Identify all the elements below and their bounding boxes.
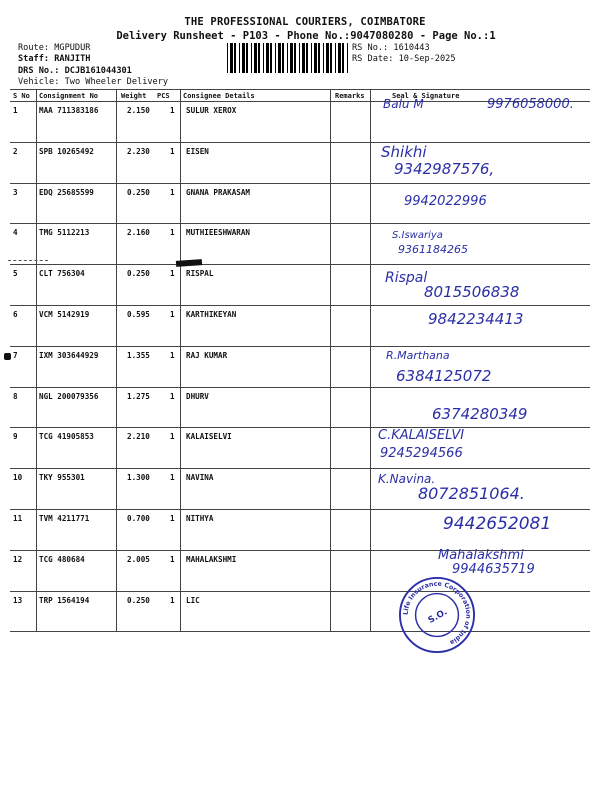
row-sno: 1 — [13, 106, 18, 115]
row-sno: 10 — [13, 473, 23, 483]
row-weight: 0.250 — [127, 187, 150, 197]
handwritten-phone: 6374280349 — [432, 405, 528, 423]
row-weight: 2.005 — [127, 554, 150, 564]
barcode — [227, 43, 349, 73]
row-sno: 6 — [13, 310, 18, 319]
lic-seal-stamp — [398, 576, 476, 654]
handwritten-signature: K.Navina. — [378, 472, 436, 486]
row-consignee: KALAISELVI — [186, 432, 232, 442]
row-pcs: 1 — [170, 228, 175, 238]
row-consignment-no: EDQ 25685599 — [39, 187, 94, 197]
row-sno: 13 — [13, 595, 23, 605]
barcode-bar — [254, 43, 257, 73]
handwritten-phone: 8072851064. — [418, 484, 525, 503]
row-weight: 0.595 — [127, 310, 150, 319]
row-weight: 2.230 — [127, 146, 150, 156]
drs-value: DCJB161044301 — [64, 66, 132, 76]
row-sno: 12 — [13, 554, 23, 564]
row-consignment-no: TMG 5112213 — [39, 228, 90, 238]
handwritten-signature: Rispal — [385, 270, 428, 286]
vehicle-value: Two Wheeler Delivery — [64, 77, 169, 87]
barcode-bar — [338, 43, 341, 73]
row-consignment-no: NGL 200079356 — [39, 391, 99, 401]
row-pcs: 1 — [170, 106, 175, 115]
handwritten-signature: Shikhi — [381, 143, 427, 161]
vehicle-label: Vehicle: — [18, 77, 60, 87]
barcode-bar — [251, 43, 252, 73]
row-consignee: LIC — [186, 595, 200, 605]
row-consignment-no: TKY 955301 — [39, 473, 85, 483]
row-weight: 0.250 — [127, 595, 150, 605]
barcode-bar — [258, 43, 260, 73]
stamp-text: Life Insurance Corporation of India — [402, 580, 472, 646]
barcode-bar — [230, 43, 233, 73]
col-weight: Weight — [121, 92, 147, 100]
row-divider — [10, 223, 590, 224]
rs-date-label: RS Date: — [352, 54, 394, 64]
barcode-bar — [270, 43, 272, 73]
barcode-bar — [266, 43, 269, 73]
row-consignment-no: IXM 303644929 — [39, 350, 99, 360]
scan-mark — [4, 353, 11, 360]
barcode-bar — [242, 43, 245, 73]
row-pcs: 1 — [170, 554, 175, 564]
barcode-bar — [326, 43, 329, 73]
col-remarks: Remarks — [335, 92, 365, 100]
barcode-bar — [306, 43, 308, 73]
handwritten-phone: 9944635719 — [452, 562, 535, 577]
row-sno: 4 — [13, 228, 18, 238]
barcode-bar — [314, 43, 317, 73]
drs-line — [18, 66, 132, 76]
row-divider — [10, 305, 590, 306]
row-pcs: 1 — [170, 432, 175, 442]
row-divider — [10, 264, 590, 265]
row-sno: 3 — [13, 187, 18, 197]
row-consignment-no: VCM 5142919 — [39, 310, 90, 319]
row-pcs: 1 — [170, 391, 175, 401]
row-consignment-no: TRP 1564194 — [39, 595, 90, 605]
row-divider — [10, 387, 590, 388]
barcode-bar — [323, 43, 324, 73]
row-consignee: DHURV — [186, 391, 209, 401]
row-consignee: NAVINA — [186, 473, 214, 483]
row-consignee: RAJ KUMAR — [186, 350, 228, 360]
barcode-bar — [342, 43, 344, 73]
row-consignee: RISPAL — [186, 269, 214, 279]
row-divider — [10, 427, 590, 428]
row-weight: 1.300 — [127, 473, 150, 483]
rs-date-value: 10-Sep-2025 — [398, 54, 456, 64]
vehicle-line — [18, 77, 168, 87]
staff-label: Staff: — [18, 54, 50, 64]
barcode-bar — [347, 43, 348, 73]
row-consignee: GNANA PRAKASAM — [186, 187, 251, 197]
row-sno: 11 — [13, 514, 23, 523]
row-pcs: 1 — [170, 514, 175, 523]
row-sno: 7 — [13, 350, 18, 360]
col-consignee: Consignee Details — [183, 92, 255, 100]
row-weight: 0.700 — [127, 514, 150, 523]
row-divider — [10, 142, 590, 143]
staff-line — [18, 54, 90, 64]
barcode-bar — [263, 43, 264, 73]
barcode-bar — [287, 43, 288, 73]
row-pcs: 1 — [170, 269, 175, 279]
row-sno: 9 — [13, 432, 18, 442]
row-divider — [10, 509, 590, 510]
col-consignment: Consignment No — [39, 92, 99, 100]
row-weight: 2.160 — [127, 228, 150, 238]
barcode-bar — [330, 43, 332, 73]
handwritten-phone: 9976058000. — [487, 97, 574, 112]
row-consignment-no: TCG 41905853 — [39, 432, 94, 442]
handwritten-signature: C.KALAISELVI — [378, 428, 465, 443]
row-pcs: 1 — [170, 350, 175, 360]
runsheet-subtitle: Delivery Runsheet - P103 - Phone No.:9047080280 - Page No.:1 — [116, 30, 496, 42]
handwritten-signature: S.Iswariya — [392, 230, 443, 241]
handwritten-signature: Balu M — [383, 97, 424, 111]
row-consignee: MUTHIEESHWARAN — [186, 228, 251, 238]
row-pcs: 1 — [170, 187, 175, 197]
barcode-bar — [275, 43, 276, 73]
barcode-bar — [227, 43, 228, 73]
barcode-bar — [335, 43, 336, 73]
row-pcs: 1 — [170, 310, 175, 319]
rs-no-line — [352, 43, 430, 53]
row-weight: 2.210 — [127, 432, 150, 442]
row-consignment-no: MAA 711383186 — [39, 106, 99, 115]
handwritten-phone: 9442652081 — [443, 514, 552, 534]
handwritten-phone: 8015506838 — [424, 283, 520, 301]
barcode-bar — [282, 43, 284, 73]
barcode-bar — [246, 43, 248, 73]
barcode-bar — [278, 43, 281, 73]
row-consignee: MAHALAKSHMI — [186, 554, 237, 564]
row-consignee: EISEN — [186, 146, 209, 156]
barcode-bar — [234, 43, 236, 73]
rs-date-line — [352, 54, 456, 64]
scan-mark — [8, 260, 48, 261]
col-pcs: PCS — [157, 92, 170, 100]
handwritten-signature: R.Marthana — [386, 349, 450, 362]
handwritten-phone: 6384125072 — [396, 367, 492, 385]
row-sno: 2 — [13, 146, 18, 156]
col-sno: S No — [13, 92, 30, 100]
row-consignment-no: CLT 756304 — [39, 269, 85, 279]
row-sno: 5 — [13, 269, 18, 279]
row-weight: 1.275 — [127, 391, 150, 401]
row-divider — [10, 631, 590, 632]
rs-no-label: RS No.: — [352, 43, 389, 53]
barcode-bar — [318, 43, 320, 73]
row-weight: 1.355 — [127, 350, 150, 360]
barcode-bar — [311, 43, 312, 73]
barcode-bar — [290, 43, 293, 73]
barcode-bar — [302, 43, 305, 73]
row-pcs: 1 — [170, 146, 175, 156]
handwritten-phone: 9361184265 — [398, 243, 468, 256]
staff-value: RANJITH — [54, 54, 91, 64]
rs-no-value: 1610443 — [393, 43, 430, 53]
row-pcs: 1 — [170, 595, 175, 605]
row-consignee: KARTHIKEYAN — [186, 310, 237, 319]
row-weight: 2.150 — [127, 106, 150, 115]
handwritten-phone: 9842234413 — [428, 310, 524, 328]
row-divider — [10, 183, 590, 184]
handwritten-phone: 9942022996 — [404, 194, 487, 209]
handwritten-signature: Mahalakshmi — [438, 548, 524, 563]
route-value: MGPUDUR — [54, 43, 91, 53]
row-divider — [10, 591, 590, 592]
barcode-bar — [239, 43, 240, 73]
row-consignment-no: TVM 4211771 — [39, 514, 90, 523]
col-seal: Seal & Signature — [392, 92, 460, 100]
handwritten-phone: 9342987576, — [394, 160, 495, 178]
row-divider — [10, 468, 590, 469]
route-label: Route: — [18, 43, 50, 53]
row-divider — [10, 346, 590, 347]
row-pcs: 1 — [170, 473, 175, 483]
row-consignee: NITHYA — [186, 514, 214, 523]
handwritten-phone: 9245294566 — [380, 446, 463, 461]
company-title: THE PROFESSIONAL COURIERS, COIMBATORE — [184, 16, 426, 28]
row-weight: 0.250 — [127, 269, 150, 279]
route-line — [18, 43, 90, 53]
row-consignment-no: SPB 10265492 — [39, 146, 94, 156]
drs-label: DRS No.: — [18, 66, 60, 76]
scan-mark — [176, 259, 202, 267]
row-consignee: SULUR XEROX — [186, 106, 237, 115]
header-top-rule — [10, 89, 590, 90]
row-sno: 8 — [13, 391, 18, 401]
stamp-inner-text: S.O. — [426, 607, 450, 627]
row-consignment-no: TCG 480684 — [39, 554, 85, 564]
barcode-bar — [294, 43, 296, 73]
barcode-bar — [299, 43, 300, 73]
